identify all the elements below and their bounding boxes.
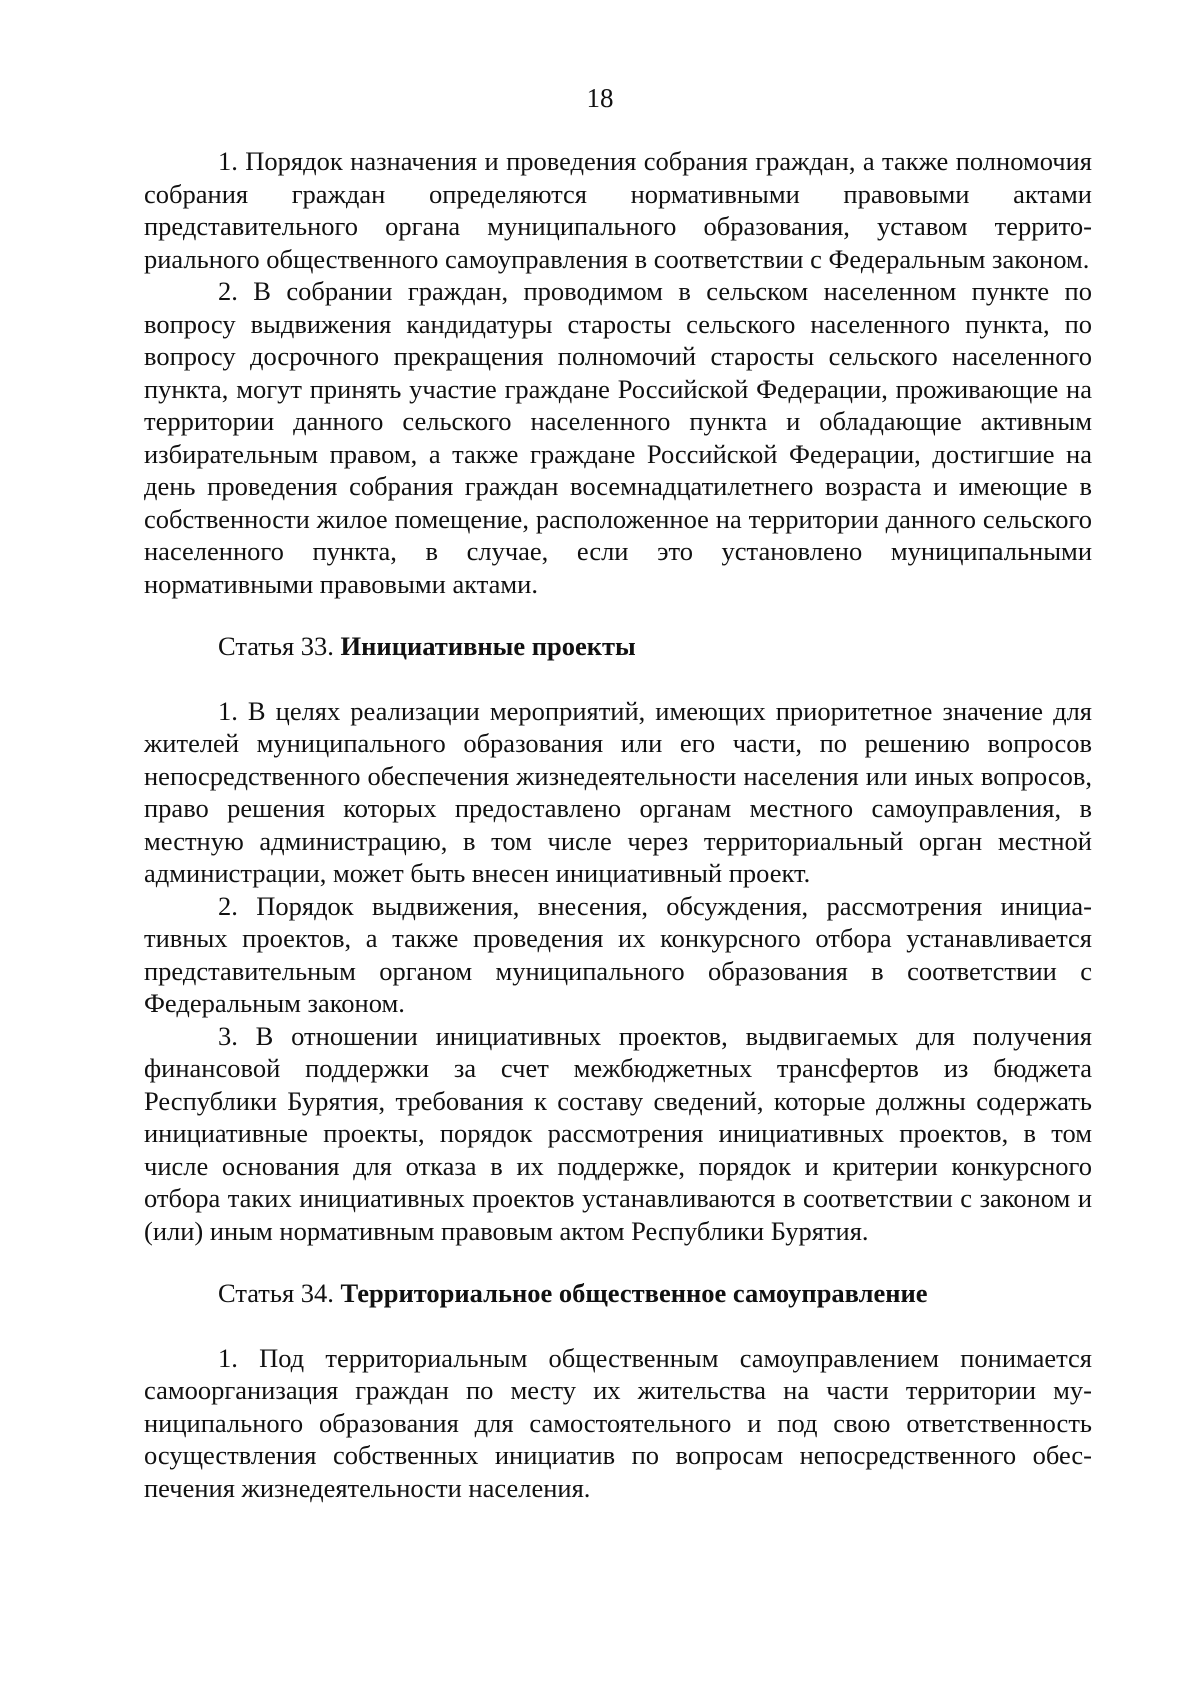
article-33-prefix: Статья 33. — [218, 631, 334, 661]
article-34-title: Территориальное общественное самоуправление — [340, 1278, 928, 1308]
article-34-heading — [144, 1277, 1092, 1310]
article-34-paragraph-1: 1. Под территориальным общественным самоуправлением понимается самоорганизация граждан по месту их жительства на части территории муниципального образования для самостоятельного и под свою ответственность осуществления собственных инициатив по вопросам непосредственного обеспечения жизнедеятельности населения. — [144, 1342, 1092, 1503]
article-33-paragraph-1: 1. В целях реализации мероприятий, имеющих приоритетное значение для жителей муниципального образования или его части, по решению вопросов непосредственного обеспечения жизнедеятельности населения или иных вопросов, право решения которых предоставлено органам местного самоуправления, в местную администрацию, в том числе через территориальный орган местной администрации, может быть внесен инициативный проект. — [144, 695, 1092, 888]
article-33-heading — [144, 630, 1092, 663]
article-34-prefix: Статья 34. — [218, 1278, 334, 1308]
article-33-title: Инициативные проекты — [340, 631, 636, 661]
page-number: 18 — [586, 83, 614, 113]
article-33-paragraph-2: 2. Порядок выдвижения, внесения, обсуждения, рассмотрения инициативных проектов, а также проведения их конкурсного отбора устанавливается представительным органом муниципального образования в соответствии с Федеральным законом. — [144, 890, 1092, 1018]
document-body — [144, 145, 1092, 1504]
article-33-paragraph-3: 3. В отношении инициативных проектов, выдвигаемых для получения финансовой поддержки за счет межбюджетных трансфертов из бюджета Республики Бурятия, требования к составу сведений, которые должны содержать инициативные проекты, порядок рассмотрения инициативных проектов, в том числе основания для отказа в их поддержке, порядок и критерии конкурсного отбора таких инициативных проектов устанавливаются в соответствии с законом и (или) иным нормативным правовым актом Республики Бурятия. — [144, 1020, 1092, 1246]
article-32-paragraph-1: 1. Порядок назначения и проведения собрания граждан, а также полномочия собрания граждан определяются нормативными правовыми актами представительного органа муниципального образования, уставом территориального общественного самоуправления в соответствии с Федеральным законом. — [144, 146, 1092, 274]
article-32-paragraph-2: 2. В собрании граждан, проводимом в сельском населенном пункте по вопросу выдвижения кандидатуры старосты сельского населенного пункта, по вопросу досрочного прекращения полномочий старосты сельского населенного пункта, могут принять участие граждане Российской Федерации, проживающие на территории данного сельского населенного пункта и обладающие активным избирательным правом, а также граждане Российской Федерации, достигшие на день проведения собрания граждан восемнадцатилетнего возраста и имеющие в собственности жилое помещение, расположенное на территории данного сельского населенного пункта, в случае, если это установлено муниципальными нормативными правовыми актами. — [144, 276, 1092, 599]
